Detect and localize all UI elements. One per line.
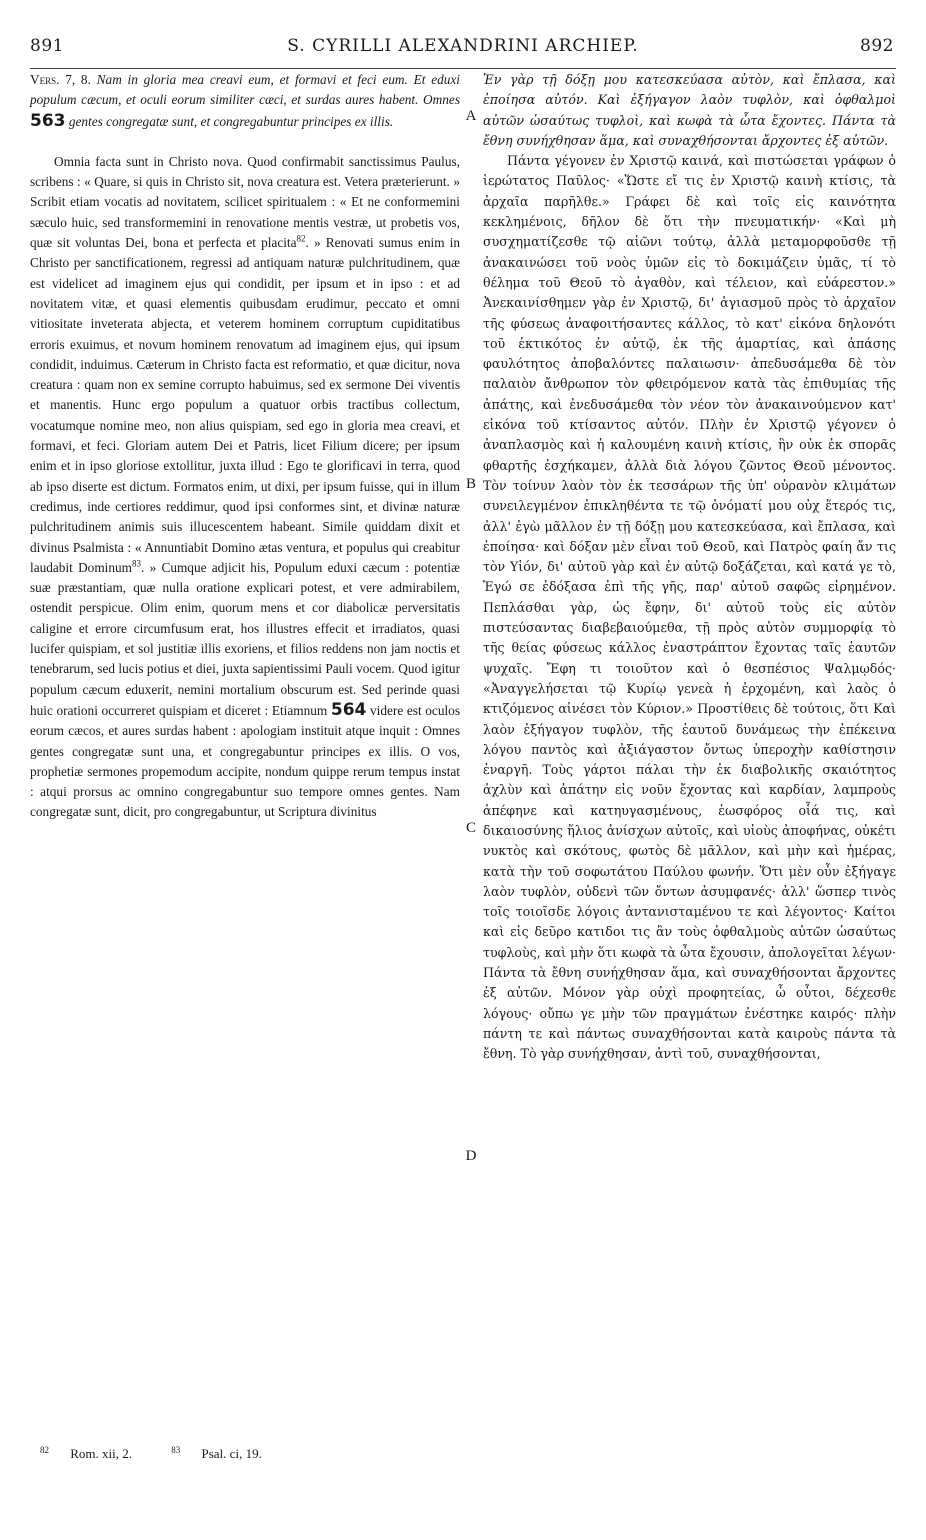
latin-verse (30, 70, 460, 132)
commentary-part-d: videre est oculos eorum cæcos, et aures surdas habent : apologiam instituit atque inquit : Omnes gentes congregatæ sunt una, et congregabuntur principes ex illis. O vos, prophetiæ sermones propemodum accipite, nondum quippe rerum tempus instat : atqui prorsus ac omnino congregabuntur suo tempore omnes gentes. Nam congregatæ sunt, dicit, pro congregabuntur, ut Scriptura divinitus (30, 702, 461, 820)
two-column-body (30, 70, 896, 1440)
section-marker-d: D (465, 1148, 477, 1164)
migne-column-number: 563 (30, 110, 66, 131)
latin-column (30, 70, 460, 823)
section-marker-c: C (465, 820, 476, 836)
running-title: S. CYRILLI ALEXANDRINI ARCHIEP. (287, 36, 639, 56)
page-number-left: 891 (30, 36, 64, 56)
footnote-text: Psal. ci, 19. (201, 1446, 262, 1461)
migne-column-number: 564 (330, 699, 367, 720)
running-header (30, 34, 896, 69)
footnotes (40, 1446, 540, 1462)
greek-commentary: Πάντα γέγονεν ἐν Χριστῷ καινά, καὶ πιστώσεται γράφων ὁ ἱερώτατος Παῦλος· «Ὥστε εἴ τις ἐν Χριστῷ καινὴ κτίσις, τὰ ἀρχαῖα παρῆλθε.» Γράφει δὲ καὶ τοῖς εἰς καινότητα κεκλημένοις, δῆλον δὲ ὅτι τὴν πνευματικήν· «Καὶ μὴ συσχηματίζεσθε τῷ αἰῶνι τούτῳ, ἀλλὰ μεταμορφοῦσθε τῇ ἀνακαινώσει τοῦ νοὸς ὑμῶν εἰς τὸ δοκιμάζειν ὑμᾶς, τί τὸ θέλημα τοῦ Θεοῦ τὸ ἀγαθὸν, καὶ τέλειον, καὶ εὐάρεστον.» Ἀνεκαινίσθημεν γὰρ ἐν Χριστῷ, δι' ἁγιασμοῦ πρὸς τὸ ἀρχαῖον τῆς φύσεως ἀναφοιτήσαντες κάλλος, τὸ κατ' εἰκόνα δηλονότι τοῦ ἐκτικότος ἐν αὐτῷ, ἐκ τῆς ἁμαρτίας, καὶ ἁπάσης φαυλότητος ἀποβαλόντες παλαιωσιν· ἀπεδυσάμεθα δὲ τὸν παλαιὸν ἄνθρωπον τὸν φθειρόμενον κατὰ τὰς ἐπιθυμίας τῆς ἀπάτης, καὶ ἐνεδυσάμεθα τὸν νέον τὸν ἀνακαινούμενον κατ' εἰκόνα τοῦ κτίσαντος αὐτόν. Πλὴν ἐν Χριστῷ γέγονεν ὁ ἀναπλασμὸς καὶ ἡ καλουμένη καινὴ κτίσις, ἣν οὐκ ἐκ σπορᾶς φθαρτῆς ἐσχήκαμεν, ἀλλὰ διὰ λόγου ζῶντος Θεοῦ μένοντος. Τὸν τοίνυν λαὸν τὸν ἐκ τεσσάρων τῆς ὑπ' οὐρανὸν κλιμάτων συνειλεγμένον ἐπικληθέντα τε τῷ ὀνόματί μου οὐχ ἕτερός τις, ἀλλ' ἐγὼ μᾶλλον ἐν τῇ δόξῃ μου κατεσκεύασα, καὶ ἔπλασα, καὶ ἐποίησα· καὶ δόξαν μὲν εἶναι τοῦ Θεοῦ, καὶ Πατρὸς φαίη ἄν τις τὸν Υἱόν, δι' αὐτοῦ γὰρ καὶ ἐν αὐτῷ δοξάζεται, καὶ κατά γε τὸ, Ἐγώ σε ἐδόξασα ἐπὶ τῆς γῆς, παρ' αὐτοῦ σαφῶς εἰρημένον. Πεπλάσθαι γὰρ, ὡς ἔφην, δι' αὐτοῦ τοὺς εἰς αὐτὸν πιστεύσαντας διαβεβαιούμεθα, τῇ πρὸς αὐτὸν συμμορφίᾳ τὸ τῆς θείας φύσεως κάλλος ἐναστράπτον ἔχοντας ταῖς ἑαυτῶν ψυχαῖς. Ἔφη τι τοιοῦτον καὶ ὁ θεσπέσιος Ψαλμῳδός· «Ἀναγγελήσεται τῷ Κυρίῳ γενεὰ ἡ ἐρχομένη, καὶ λαὸς ὁ κτιζόμενος αἰνέσει τὸν Κύριον.» Προστίθεις δὲ τούτοις, ὅτι Καὶ λαὸν ἐξήγαγον τυφλὸν, τῆς ἑαυτοῦ δυνάμεως τὴν ἐπέκεινα λόγου παντὸς καὶ ἀξιάγαστον ὄντως ὑπεροχὴν καθίστησιν ἐναργῆ. Τοὺς γάρτοι πάλαι τὴν ἐκ διαβολικῆς σκαιότητος ἀχλὺν καὶ ἀπάτην εἰς νοῦν ἔχοντας καὶ καρδίαν, λαμπροὺς ἀπέφηνε καὶ κατηυγασμένους, ἑωσφόρος οἷά τις, καὶ δικαιοσύνης ἥλιος ἀνίσχων αὐτοῖς, καὶ υἱοὺς ἀποφήνας, οὐκέτι νυκτὸς καὶ σκότους, φωτὸς δὲ μᾶλλον, καὶ μὴν καὶ ἡμέρας, κατὰ τὴν τοῦ σοφωτάτου Παύλου φωνήν. Ὅτι μὲν οὖν ἐξήγαγε λαὸν τυφλὸν, οὐδενὶ τῶν ὄντων ἀσυμφανές· ἀλλ' ὥσπερ τινὸς τοῖς τοιοῖσδε λόγοις ἀντανισταμένου τε καὶ λέγοντος· Καίτοι καὶ εἰς δεῦρο κατιδοι τις ἂν τοὺς ὀφθαλμοὺς αὐτῶν ὡσαύτως τυφλοὺς, καὶ μὴν ὅτι κωφὰ τὰ ὦτα ἔχουσιν, ἀπολογεῖται λέγων· Πάντα τὰ ἔθνη συνήχθησαν ἅμα, καὶ συναχθήσονται ἄρχοντες ἐξ αὐτῶν. Μόνον γὰρ οὐχὶ προφητείας, ὦ οὗτοι, δέχεσθε λόγους· οὔπω γε μὴν τῶν πραγμάτων ἐνέστηκε καιρός· πλὴν πάντη τε καὶ πάντως συναχθήσονται κατὰ καιροὺς πάντα τὰ ἔθνη. Τὸ γὰρ συνήχθησαν, ἀντὶ τοῦ, συναχθήσονται, (483, 153, 896, 1062)
footnote-ref-83: 83 (132, 558, 141, 569)
page (30, 34, 896, 1514)
section-marker-b: B (465, 476, 476, 492)
greek-column (483, 70, 896, 1065)
spacer (30, 132, 460, 152)
commentary-part-c: . » Cumque adjicit his, Populum eduxi cæcum : potentiæ suæ præstantiam, quæ nulla oratione explicari potest, et vere admirabilem, ostendit perspicue. Olim enim, quorum mens et cor diabolicæ perversitatis caligine et errore circumfusum erat, hos illustres effecit et irradiatos, quasi lucifer quispiam, et sol justitiæ illis exoriens, et filios reddens non jam noctis et tenebrarum, sed lucis potius et diei, juxta sapientissimi Pauli vocem. Quod igitur populum cæcum eduxerit, nemini mortalium obscurum est. Sed perinde quasi huic orationi occurreret quispiam et diceret : Etiamnum (30, 559, 460, 718)
latin-commentary (30, 152, 460, 823)
verse-text-part1: Nam in gloria mea creavi eum, et formavi et feci eum. Et eduxi populum cæcum, et oculi eorum similiter cæci, et surdas aures habent. Omnes (30, 72, 460, 108)
verse-reference: Vers. 7, 8. (30, 72, 91, 87)
page-number-right: 892 (860, 36, 894, 56)
verse-text-part2: gentes congregatæ sunt, et congregabuntur principes ex illis. (68, 113, 394, 129)
greek-verse: Ἐν γὰρ τῇ δόξῃ μου κατεσκεύασα αὐτὸν, καὶ ἔπλασα, καὶ ἐποίησα αὐτόν. Καὶ ἐξήγαγον λαὸν τυφλὸν, καὶ ὀφθαλμοὶ αὐτῶν ὡσαύτως τυφλοὶ, καὶ κωφὰ τὰ ὦτα ἔχοντες. Πάντα τὰ ἔθνη συνήχθησαν ἅμα, καὶ συναχθήσονται ἄρχοντες ἐξ αὐτῶν. (483, 72, 896, 148)
commentary-part-b: . » Renovati sumus enim in Christo per sanctificationem, regressi ad antiquam naturæ pulchritudinem, quæ est videlicet ad imaginem ejus qui condidit, per ipsum et in ipso : et ad novitatem vitæ, et quasi elementis quibusdam erudimur, peccato et omni vitiositate inveterata abjecta, et veterem hominem corruptum cupiditatibus erroris exuimus, et novum hominem renovatum ad imaginem ejus, qui ipsum condidit, induimus. Cæterum in Christo facta est reformatio, et quæ dicitur, nova creatura : quam non ex semine corrupto habuimus, sed ex sermone Dei viventis et manentis. Hunc ergo populum a quatuor orbis tractibus collectum, vocatumque nomine meo, non alius quispiam, sed ego in gloria mea creavi, et formavi, et feci. Gloriam autem Dei et Patris, licet Filium dicere; per ipsum enim et in ipso gloriose extollitur, juxta illud : Ego te glorificavi in terra, quod ab ipso diserte est dictum. Formatos enim, ut dixi, per ipsum fuisse, qui in illum credimus, inde certiores reddimur, quod ipsi conformes sint, et divinæ naturæ pulchritudinem animis suis illucescentem habeant. Simile quiddam dixit et divinus Psalmista : « Annuntiabit Domino ætas ventura, et populus qui creabitur laudabit Dominum (30, 235, 460, 575)
footnote-text: Rom. xii, 2. (70, 1446, 133, 1461)
footnote-83 (171, 1446, 280, 1461)
footnote-mark: 82 (40, 1444, 49, 1455)
footnote-82 (40, 1446, 150, 1461)
commentary-part-a: Omnia facta sunt in Christo nova. Quod confirmabit sanctissimus Paulus, scribens : « Quare, si quis in Christo sit, nova creatura est. Vetera præterierunt. » Scribit etiam vocatis ad novitatem, scilicet spiritualem : « Et ne conformemini sæculo huic, sed transformemini in renovatione mentis vestræ, ut probetis vos, quæ sit voluntas Dei, bona et perfecta et placita (30, 153, 460, 251)
section-marker-a: A (465, 108, 477, 124)
footnote-mark: 83 (171, 1444, 181, 1455)
footnote-ref-82: 82 (296, 233, 306, 244)
